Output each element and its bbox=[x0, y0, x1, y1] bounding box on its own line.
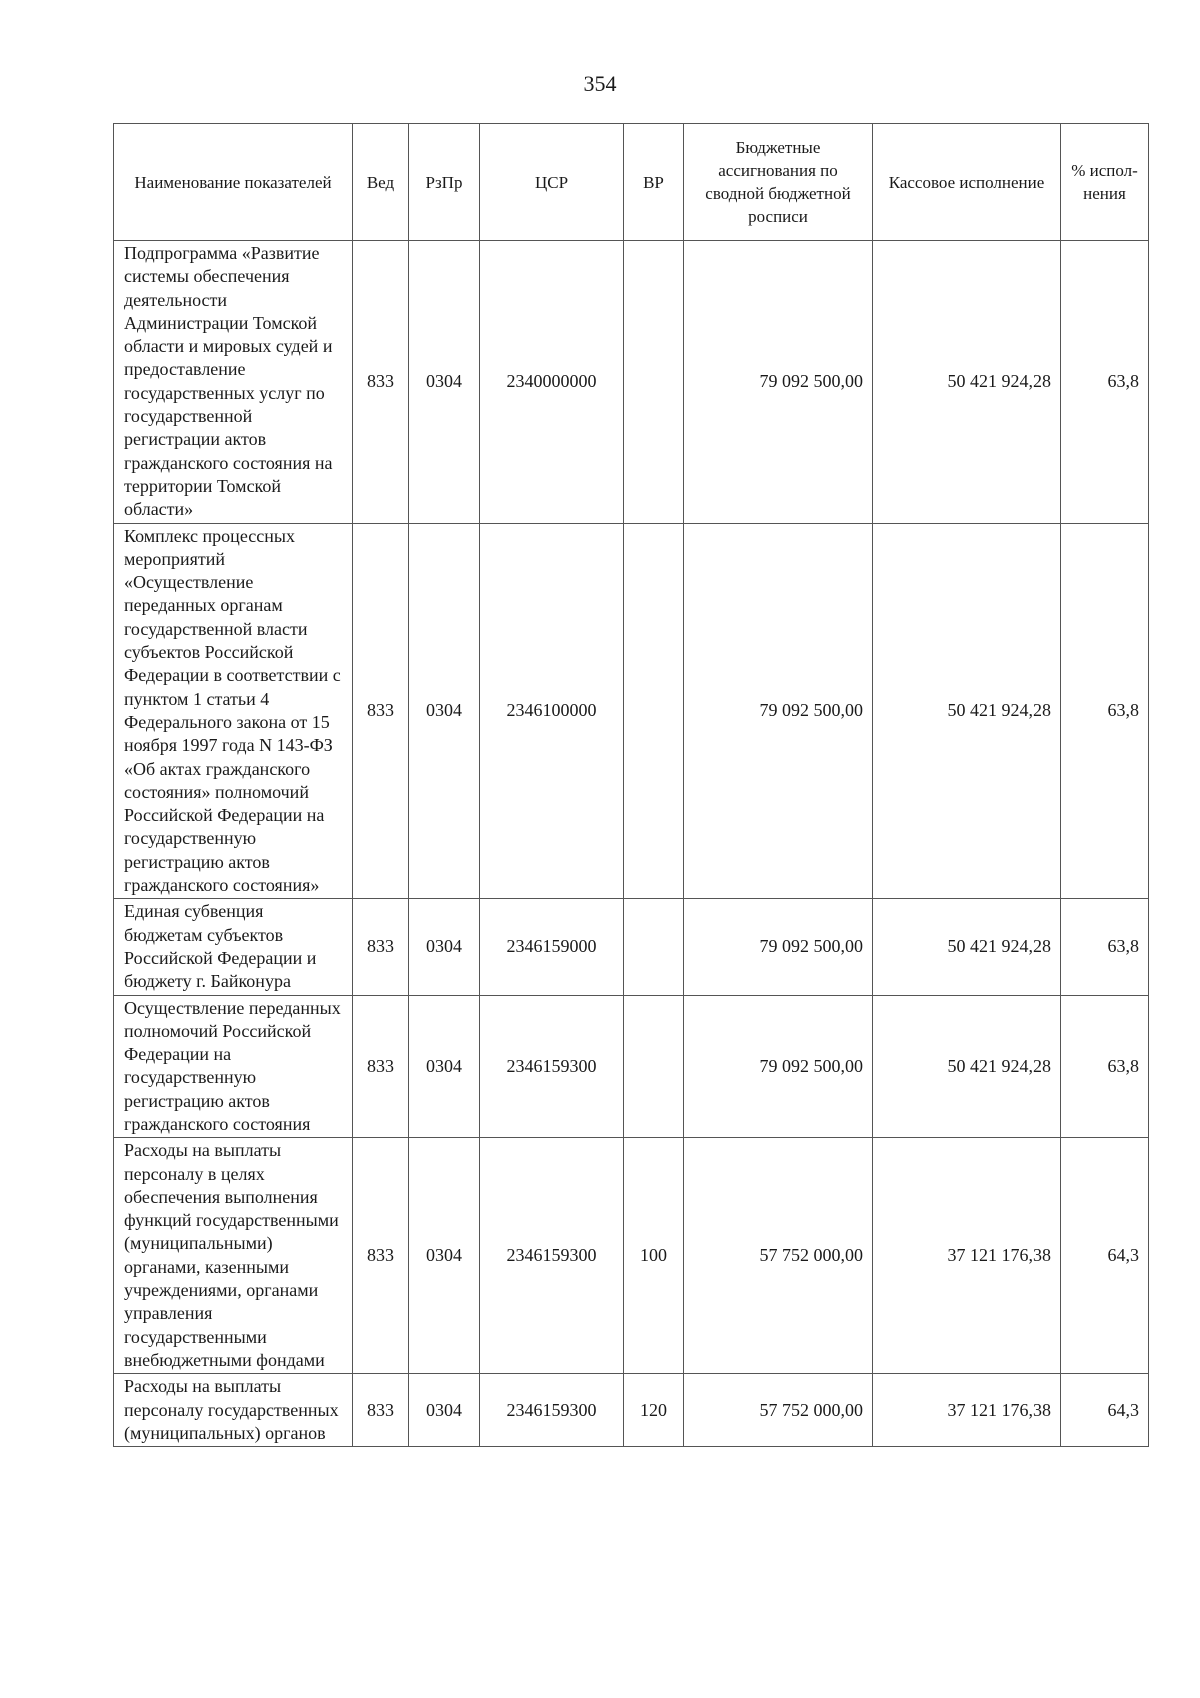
table-row bbox=[114, 1138, 1149, 1374]
header-name: Наименование показателей bbox=[114, 124, 353, 241]
row-name: Единая субвенция бюджетам субъектов Российской Федерации и бюджету г. Байконура bbox=[114, 899, 353, 995]
row-vr: 120 bbox=[624, 1374, 684, 1447]
row-execution: 37 121 176,38 bbox=[873, 1138, 1061, 1374]
row-name: Комплекс процессных мероприятий «Осуществление переданных органам государственной власти субъектов Российской Федерации в соответствии с пунктом 1 статьи 4 Федерального закона от 15 ноября 1997 года N 143-ФЗ «Об актах гражданского состояния» полномочий Российской Федерации на государственную регистрацию актов гражданского состояния» bbox=[114, 523, 353, 899]
row-execution: 37 121 176,38 bbox=[873, 1374, 1061, 1447]
budget-execution-table bbox=[113, 123, 1149, 1447]
row-name: Расходы на выплаты персоналу в целях обеспечения выполнения функций государственными (муниципальными) органами, казенными учреждениями, органами управления государственными внебюджетными фондами bbox=[114, 1138, 353, 1374]
row-rzpr: 0304 bbox=[409, 1374, 480, 1447]
row-vr bbox=[624, 523, 684, 899]
header-ved: Вед bbox=[353, 124, 409, 241]
row-name: Расходы на выплаты персоналу государственных (муниципальных) органов bbox=[114, 1374, 353, 1447]
row-ved: 833 bbox=[353, 995, 409, 1138]
row-rzpr: 0304 bbox=[409, 523, 480, 899]
row-execution: 50 421 924,28 bbox=[873, 523, 1061, 899]
row-vr bbox=[624, 899, 684, 995]
header-csr: ЦСР bbox=[480, 124, 624, 241]
row-percent: 64,3 bbox=[1061, 1138, 1149, 1374]
row-percent: 63,8 bbox=[1061, 899, 1149, 995]
row-vr: 100 bbox=[624, 1138, 684, 1374]
row-csr: 2346159300 bbox=[480, 1374, 624, 1447]
header-percent: % испол-нения bbox=[1061, 124, 1149, 241]
row-rzpr: 0304 bbox=[409, 899, 480, 995]
row-execution: 50 421 924,28 bbox=[873, 241, 1061, 524]
row-rzpr: 0304 bbox=[409, 1138, 480, 1374]
row-csr: 2346159300 bbox=[480, 1138, 624, 1374]
row-percent: 63,8 bbox=[1061, 995, 1149, 1138]
row-execution: 50 421 924,28 bbox=[873, 899, 1061, 995]
page-number: 354 bbox=[583, 71, 617, 96]
row-percent: 64,3 bbox=[1061, 1374, 1149, 1447]
row-name: Осуществление переданных полномочий Российской Федерации на государственную регистрацию актов гражданского состояния bbox=[114, 995, 353, 1138]
row-name: Подпрограмма «Развитие системы обеспечения деятельности Администрации Томской области и мировых судей и предоставление государственных услуг по государственной регистрации актов гражданского состояния на территории Томской области» bbox=[114, 241, 353, 524]
row-ved: 833 bbox=[353, 1374, 409, 1447]
header-vr: ВР bbox=[624, 124, 684, 241]
row-csr: 2346100000 bbox=[480, 523, 624, 899]
row-assignments: 57 752 000,00 bbox=[684, 1374, 873, 1447]
row-ved: 833 bbox=[353, 1138, 409, 1374]
header-assignments: Бюджетные ассигнования по сводной бюджетной росписи bbox=[684, 124, 873, 241]
row-ved: 833 bbox=[353, 523, 409, 899]
row-rzpr: 0304 bbox=[409, 241, 480, 524]
row-execution: 50 421 924,28 bbox=[873, 995, 1061, 1138]
row-csr: 2346159000 bbox=[480, 899, 624, 995]
row-vr bbox=[624, 995, 684, 1138]
row-rzpr: 0304 bbox=[409, 995, 480, 1138]
header-rzpr: РзПр bbox=[409, 124, 480, 241]
header-execution: Кассовое исполнение bbox=[873, 124, 1061, 241]
row-assignments: 79 092 500,00 bbox=[684, 523, 873, 899]
table-row bbox=[114, 899, 1149, 995]
row-assignments: 79 092 500,00 bbox=[684, 899, 873, 995]
row-assignments: 79 092 500,00 bbox=[684, 995, 873, 1138]
row-ved: 833 bbox=[353, 899, 409, 995]
table-row bbox=[114, 995, 1149, 1138]
table-row bbox=[114, 1374, 1149, 1447]
row-percent: 63,8 bbox=[1061, 241, 1149, 524]
row-assignments: 57 752 000,00 bbox=[684, 1138, 873, 1374]
row-csr: 2346159300 bbox=[480, 995, 624, 1138]
table-row bbox=[114, 241, 1149, 524]
table-row bbox=[114, 523, 1149, 899]
table-header-row bbox=[114, 124, 1149, 241]
row-vr bbox=[624, 241, 684, 524]
row-assignments: 79 092 500,00 bbox=[684, 241, 873, 524]
row-csr: 2340000000 bbox=[480, 241, 624, 524]
row-percent: 63,8 bbox=[1061, 523, 1149, 899]
row-ved: 833 bbox=[353, 241, 409, 524]
